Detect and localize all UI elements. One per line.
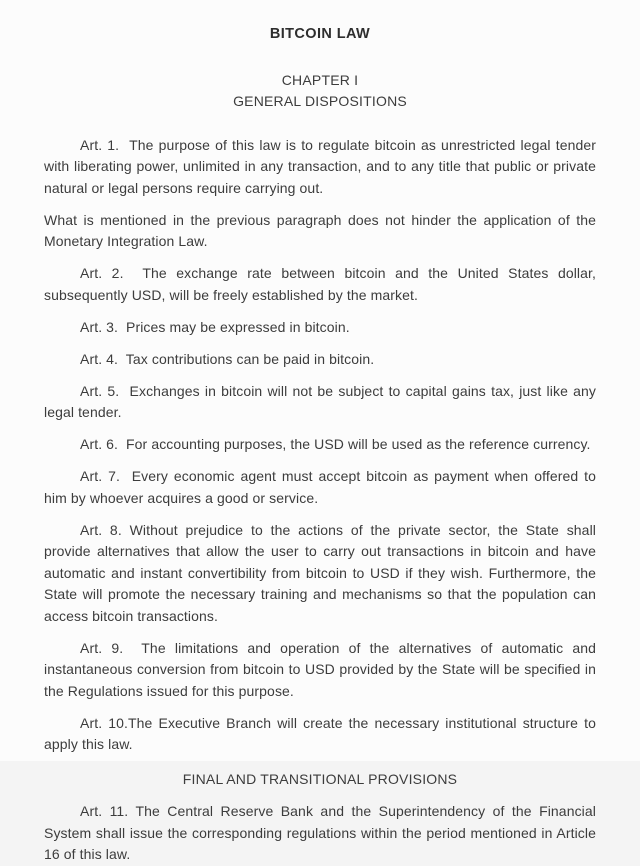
paragraph-art-4: Art. 4. Tax contributions can be paid in bitcoin. bbox=[80, 350, 375, 367]
chapter-heading: CHAPTER I bbox=[281, 71, 359, 88]
paragraph-art-11: Art. 11. The Central Reserve Bank and the Superintendency of the Financial System shall issue the corresponding regulations within the period mentioned in Article 16 of this law. bbox=[44, 803, 596, 862]
paragraph-art-3: Art. 3. Prices may be expressed in bitcoin. bbox=[80, 318, 350, 335]
paragraph-art-10: Art. 10.The Executive Branch will create the necessary institutional structure to apply this law. bbox=[44, 714, 596, 752]
document-title: BITCOIN LAW bbox=[269, 26, 371, 42]
chapter-heading-group bbox=[44, 70, 596, 113]
paragraph-art-2: Art. 2. The exchange rate between bitcoin and the United States dollar, subsequently USD, will be freely established by the market. bbox=[44, 265, 596, 303]
paragraph-art-5: Art. 5. Exchanges in bitcoin will not be subject to capital gains tax, just like any legal tender. bbox=[44, 382, 596, 420]
paragraph-art-8: Art. 8. Without prejudice to the actions of the private sector, the State shall provide alternatives that allow the user to carry out transactions in bitcoin and have automatic and instant convertibility from bitcoin to USD if they wish. Furthermore, the State will promote the necessary training and mechanisms so that the population can access bitcoin transactions. bbox=[44, 521, 596, 624]
paragraph-art-7: Art. 7. Every economic agent must accept bitcoin as payment when offered to him by whoever acquires a good or service. bbox=[44, 468, 596, 506]
chapter-subheading: GENERAL DISPOSITIONS bbox=[233, 93, 407, 109]
paragraph-art-6: Art. 6. For accounting purposes, the USD will be used as the reference currency. bbox=[80, 436, 591, 452]
paragraph-art-9: Art. 9. The limitations and operation of the alternatives of automatic and instantaneous conversion from bitcoin to USD provided by the State will be specified in the Regulations issued for this purpose. bbox=[44, 639, 596, 699]
paragraph-art-1-note: What is mentioned in the previous paragraph does not hinder the application of the Monetary Integration Law. bbox=[44, 211, 596, 249]
paragraph-art-1: Art. 1. The purpose of this law is to regulate bitcoin as unrestricted legal tender with liberating power, unlimited in any transaction, and to any title that public or private natural or legal persons require carrying out. bbox=[44, 136, 596, 196]
final-provisions-heading: FINAL AND TRANSITIONAL PROVISIONS bbox=[182, 770, 458, 787]
